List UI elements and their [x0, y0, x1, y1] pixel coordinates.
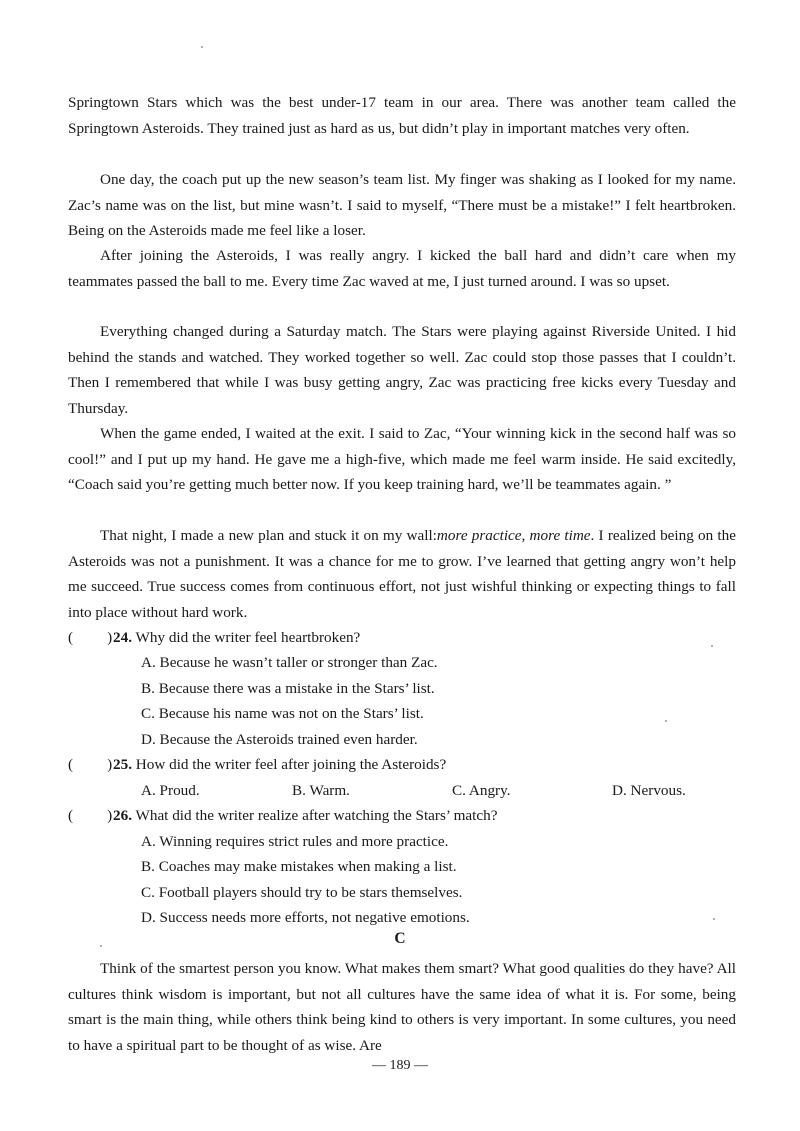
option-24-a: A. Because he wasn’t taller or stronger than Zac. [141, 654, 438, 671]
question-24 [68, 625, 360, 651]
option-25-c: C. Angry. [452, 782, 511, 799]
p6-text-before: That night, I made a new plan and stuck it on my wall: [100, 527, 437, 544]
option-25-b: B. Warm. [292, 782, 350, 799]
option-24-c: C. Because his name was not on the Stars’ list. [141, 705, 424, 722]
option-25-a: A. Proud. [141, 782, 200, 799]
passage-paragraph-5: When the game ended, I waited at the exit. I said to Zac, “Your winning kick in the second half was so cool!” and I put up my hand. He gave me a high-five, which made me feel warm inside. He said excitedly, “Coach said you’re getting much better now. If you keep training hard, we’ll be teammates again. ” [68, 425, 736, 493]
scan-speck [201, 46, 203, 48]
scan-speck [711, 645, 713, 647]
passage-paragraph-2: One day, the coach put up the new season’s team list. My finger was shaking as I looked for my name. Zac’s name was on the list, but mine wasn’t. I said to myself, “There must be a mistake!” I felt heartbroken. Being on the Asteroids made me feel like a loser. [68, 171, 736, 239]
question-25 [68, 752, 446, 778]
scan-speck [100, 945, 102, 947]
option-26-c: C. Football players should try to be stars themselves. [141, 884, 463, 901]
question-text: How did the writer feel after joining the Asteroids? [135, 756, 447, 773]
option-25-d: D. Nervous. [612, 782, 686, 799]
question-text: Why did the writer feel heartbroken? [135, 629, 361, 646]
option-24-d: D. Because the Asteroids trained even harder. [141, 731, 418, 748]
passage-paragraph-4: Everything changed during a Saturday match. The Stars were playing against Riverside United. I hid behind the stands and watched. They worked together so well. Zac could stop those passes that I couldn’t. Then I remembered that while I was busy getting angry, Zac was practicing free kicks every Tuesday and Thursday. [68, 323, 736, 417]
question-26 [68, 803, 497, 829]
answer-blank[interactable]: ( ) [68, 807, 113, 824]
question-number: 25. [113, 756, 132, 773]
answer-blank[interactable]: ( ) [68, 756, 113, 773]
question-number: 24. [113, 629, 132, 646]
option-24-b: B. Because there was a mistake in the Stars’ list. [141, 680, 435, 697]
question-number: 26. [113, 807, 132, 824]
option-26-d: D. Success needs more efforts, not negative emotions. [141, 909, 470, 926]
option-26-a: A. Winning requires strict rules and more practice. [141, 833, 449, 850]
passage-paragraph-3: After joining the Asteroids, I was really angry. I kicked the ball hard and didn’t care when my teammates passed the ball to me. Every time Zac waved at me, I just turned around. I was so upset. [68, 247, 736, 290]
section-heading-c: C [394, 930, 406, 947]
question-text: What did the writer realize after watching the Stars’ match? [135, 807, 498, 824]
p6-text-after: . I realized being on the Asteroids was not a punishment. It was a chance for me to grow. I’ve learned that getting angry won’t help me succeed. True success comes from continuous effort, not just wishful thinking or expecting things to fall into place without hard work. [68, 527, 736, 621]
p6-italic-plan: more practice, more time [436, 527, 591, 544]
section-c-paragraph-1: Think of the smartest person you know. What makes them smart? What good qualities do they have? All cultures think wisdom is important, but not all cultures have the same idea of what it is. For some, being smart is the main thing, while others think being kind to others is very important. In some cultures, you need to have a spiritual part to be thought of as wise. Are [68, 960, 736, 1054]
passage-paragraph-6 [68, 523, 736, 625]
option-26-b: B. Coaches may make mistakes when making a list. [141, 858, 457, 875]
page-number: — 189 — [372, 1058, 428, 1073]
answer-blank[interactable]: ( ) [68, 629, 113, 646]
scan-speck [665, 720, 667, 722]
passage-paragraph-1: Springtown Stars which was the best under-17 team in our area. There was another team called the Springtown Asteroids. They trained just as hard as us, but didn’t play in important matches very often. [68, 94, 736, 137]
scan-speck [713, 918, 715, 920]
